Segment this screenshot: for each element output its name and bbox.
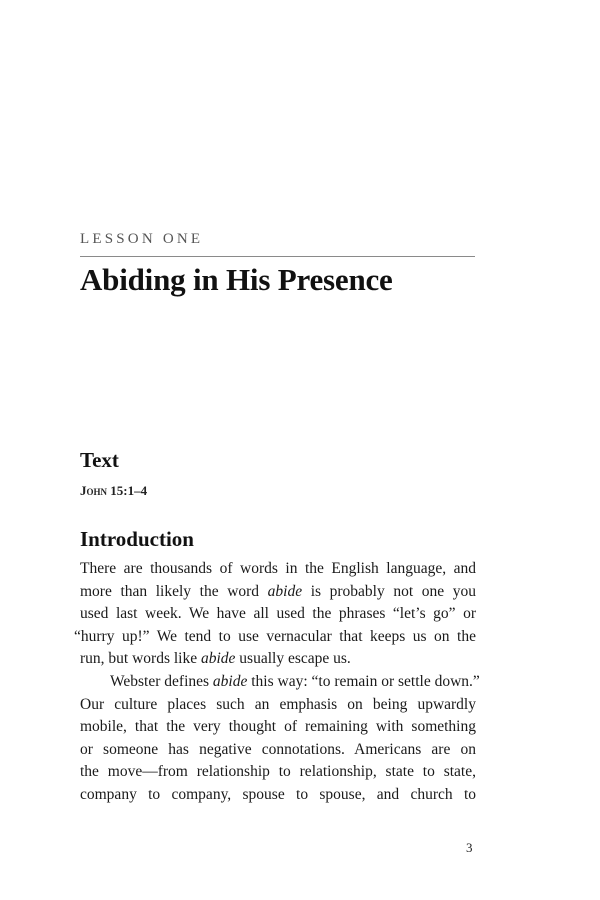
title-divider	[80, 256, 475, 257]
body-text: this way: “to remain or settle down.”	[247, 672, 480, 690]
body-text: Our culture places such an emphasis on being upwardly	[80, 695, 476, 713]
body-text: the move—from relationship to relationship, state to state,	[80, 763, 476, 781]
body-text: company to company, spouse to spouse, and church to	[80, 785, 476, 803]
body-text: There are thousands of words in the English language, and	[80, 560, 476, 577]
body-text: “hurry up!” We tend to use vernacular that keeps us on the	[74, 627, 476, 645]
lesson-label: LESSON ONE	[80, 231, 204, 247]
section-heading-text: Text	[80, 448, 119, 472]
body-line	[80, 761, 476, 784]
body-text: more than likely the word	[80, 582, 268, 600]
body-line	[80, 784, 476, 807]
body-line	[74, 626, 476, 649]
body-text: Webster defines	[110, 672, 213, 690]
body-line	[80, 603, 476, 626]
body-text: is probably not one you	[302, 582, 476, 600]
body-line	[80, 648, 476, 671]
body-text: used last week. We have all used the phrases “let’s go” or	[80, 605, 476, 623]
body-text: or someone has negative connotations. Americans are on	[80, 740, 476, 758]
body-text: mobile, that the very thought of remaining with something	[80, 718, 476, 736]
body-text: usually escape us.	[235, 650, 351, 668]
emphasis-word: abide	[200, 650, 236, 668]
body-line	[80, 739, 476, 762]
emphasis-word: abide	[212, 672, 248, 690]
emphasis-word: abide	[267, 582, 303, 600]
page-number: 3	[466, 840, 473, 855]
body-line	[80, 716, 476, 739]
body-line	[80, 671, 480, 694]
introduction-body	[74, 558, 480, 807]
body-text: run, but words like	[80, 650, 201, 668]
body-line	[80, 558, 476, 581]
section-heading-introduction: Introduction	[80, 527, 194, 551]
page-title: Abiding in His Presence	[80, 262, 393, 297]
body-line	[80, 694, 476, 717]
scripture-reference: John 15:1–4	[80, 483, 148, 498]
body-line	[80, 581, 476, 604]
